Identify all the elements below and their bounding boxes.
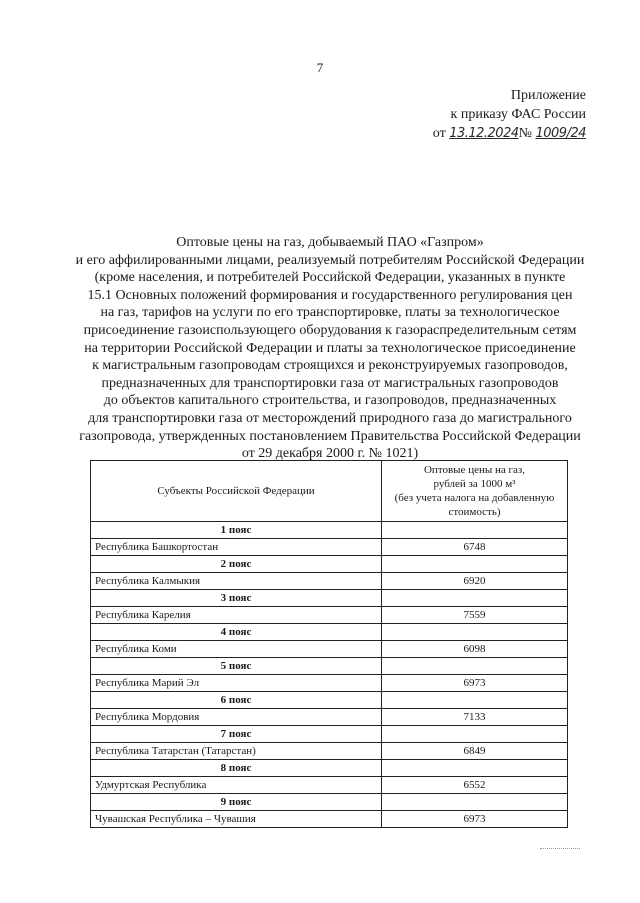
title-line: предназначенных для транспортировки газа от магистральных газопроводов (101, 375, 559, 391)
zone-empty-cell (382, 692, 568, 709)
price-table (90, 460, 568, 828)
region-price: 6748 (382, 539, 568, 556)
zone-empty-cell (382, 556, 568, 573)
zone-label: 3 пояс (91, 590, 382, 607)
region-name: Республика Марий Эл (91, 675, 382, 692)
zone-label: 8 пояс (91, 760, 382, 777)
zone-empty-cell (382, 658, 568, 675)
table-header-row (91, 461, 568, 522)
region-price: 6973 (382, 811, 568, 828)
zone-row (91, 658, 568, 675)
table-row (91, 743, 568, 760)
region-price: 6552 (382, 777, 568, 794)
table-row (91, 607, 568, 624)
title-line: для транспортировки газа от месторождений природного газа до магистрального (88, 410, 572, 426)
title-line: 15.1 Основных положений формирования и государственного регулирования цен (87, 287, 573, 303)
table-row (91, 641, 568, 658)
region-price: 6973 (382, 675, 568, 692)
header-price-line: рублей за 1000 м³ (433, 478, 516, 490)
zone-empty-cell (382, 624, 568, 641)
region-name: Республика Башкортостан (91, 539, 382, 556)
title-line: газопровода, утвержденных постановлением Правительства Российской Федерации (79, 428, 581, 444)
title-line: и его аффилированными лицами, реализуемый потребителям Российской Федерации (75, 252, 585, 268)
zone-label: 1 пояс (91, 522, 382, 539)
table-row (91, 573, 568, 590)
zone-row (91, 692, 568, 709)
header-subject: Субъекты Российской Федерации (91, 461, 382, 522)
region-price: 6098 (382, 641, 568, 658)
table-row (91, 811, 568, 828)
region-name: Республика Татарстан (Татарстан) (91, 743, 382, 760)
zone-label: 4 пояс (91, 624, 382, 641)
title-line: к магистральным газопроводам строящихся и реконструируемых газопроводов, (92, 358, 568, 374)
footer-mark (540, 848, 580, 849)
zone-empty-cell (382, 726, 568, 743)
zone-empty-cell (382, 522, 568, 539)
region-name: Чувашская Республика – Чувашия (91, 811, 382, 828)
region-price: 7559 (382, 607, 568, 624)
region-name: Республика Калмыкия (91, 573, 382, 590)
table-row (91, 539, 568, 556)
zone-row (91, 556, 568, 573)
title-line: на газ, тарифов на услуги по его транспортировке, платы за технологическое (100, 305, 560, 321)
zone-empty-cell (382, 590, 568, 607)
zone-row (91, 726, 568, 743)
title-line: до объектов капитального строительства, и газопроводов, предназначенных (103, 393, 557, 409)
title-line: от 29 декабря 2000 г. № 1021) (241, 446, 419, 462)
appendix-title: Приложение (510, 88, 586, 103)
page-number: 7 (316, 60, 324, 75)
zone-empty-cell (382, 760, 568, 777)
appendix-prefix: от (432, 126, 446, 141)
zone-row (91, 760, 568, 777)
region-price: 6920 (382, 573, 568, 590)
zone-row (91, 794, 568, 811)
appendix-block (433, 86, 586, 143)
region-name: Республика Карелия (91, 607, 382, 624)
appendix-number: 1009/24 (535, 126, 586, 141)
table-row (91, 709, 568, 726)
zone-label: 6 пояс (91, 692, 382, 709)
title-line: (кроме населения, и потребителей Российской Федерации, указанных в пункте (94, 270, 566, 286)
table-row (91, 777, 568, 794)
zone-label: 7 пояс (91, 726, 382, 743)
header-price-line: стоимость) (448, 506, 501, 518)
zone-empty-cell (382, 794, 568, 811)
header-price (382, 461, 568, 522)
header-price-line: Оптовые цены на газ, (423, 464, 525, 476)
title-line: на территории Российской Федерации и платы за технологическое присоединение (84, 340, 576, 356)
header-price-line: (без учета налога на добавленную (394, 492, 555, 504)
title-line: Оптовые цены на газ, добываемый ПАО «Газпром» (176, 235, 484, 250)
zone-label: 5 пояс (91, 658, 382, 675)
appendix-number-sign: № (518, 126, 532, 141)
appendix-date-line (433, 124, 586, 143)
appendix-date: 13.12.2024 (449, 126, 519, 141)
zone-row (91, 624, 568, 641)
title-line: присоединение газоиспользующего оборудования к газораспределительным сетям (83, 322, 577, 338)
appendix-order: к приказу ФАС России (450, 107, 586, 122)
region-price: 7133 (382, 709, 568, 726)
table-row (91, 675, 568, 692)
region-name: Республика Коми (91, 641, 382, 658)
region-name: Республика Мордовия (91, 709, 382, 726)
region-name: Удмуртская Республика (91, 777, 382, 794)
document-title (70, 234, 590, 463)
zone-label: 9 пояс (91, 794, 382, 811)
zone-row (91, 590, 568, 607)
zone-label: 2 пояс (91, 556, 382, 573)
region-price: 6849 (382, 743, 568, 760)
zone-row (91, 522, 568, 539)
